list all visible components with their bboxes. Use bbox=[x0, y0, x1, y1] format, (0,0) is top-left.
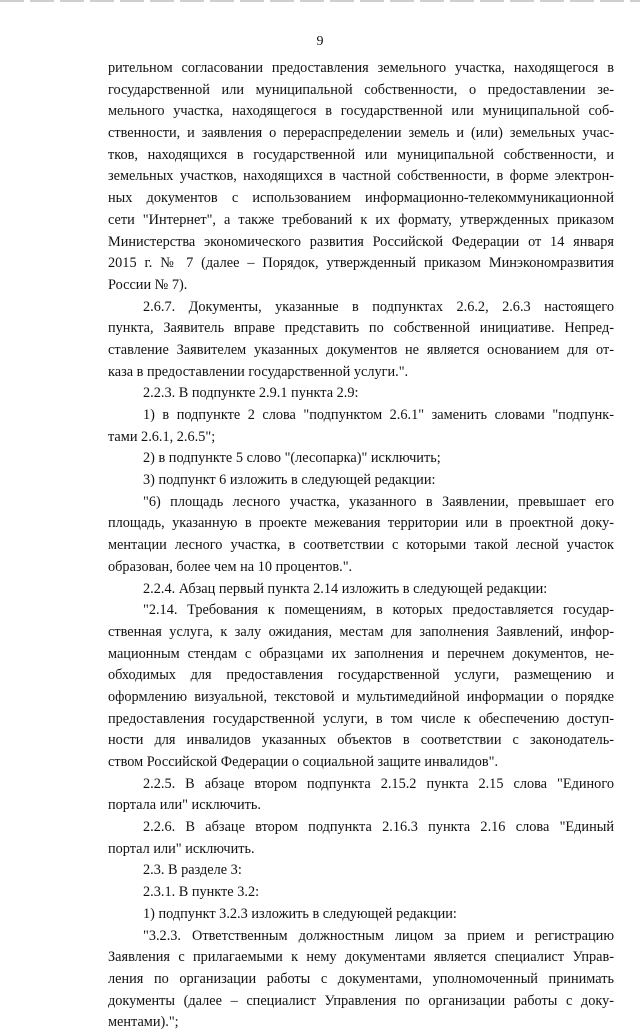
top-border bbox=[0, 0, 640, 2]
paragraph-first-line: 2.2.5. В абзаце втором подпункта 2.15.2 пункта 2.15 слова "Единого bbox=[143, 775, 614, 792]
paragraph-first-line: "3.2.3. Ответственным должностным лицом за прием и регистрацию bbox=[143, 927, 614, 944]
paragraph-first-line: 2.6.7. Документы, указанные в подпунктах 2.6.2, 2.6.3 настоящего bbox=[143, 298, 614, 315]
page-number: 9 bbox=[316, 34, 324, 49]
text-line: тков, находящихся в государственной или муниципальной собственности, и bbox=[108, 146, 614, 163]
paragraph-first-line: 3) подпункт 6 изложить в следующей редакции: bbox=[143, 472, 436, 489]
paragraph-first-line: "6) площадь лесного участка, указанного в Заявлении, превышает его bbox=[143, 493, 614, 510]
text-line: государственной или муниципальной собственности, о предоставлении зе- bbox=[108, 81, 614, 98]
text-line: Заявления с прилагаемыми к нему документами является специалист Управ- bbox=[108, 949, 614, 966]
text-line: ставление Заявителем указанных документов не является основанием для от- bbox=[108, 341, 614, 358]
text-line: ственная услуга, к залу ожидания, местам для заполнения Заявлений, инфор- bbox=[108, 623, 614, 640]
text-line: ментами)."; bbox=[108, 1014, 179, 1031]
text-line: земельных участков, находящихся в частной собственности, в форме электрон- bbox=[108, 168, 614, 185]
text-line: оформлению визуальной, текстовой и мультимедийной информации о порядке bbox=[108, 688, 614, 705]
text-line: документы (далее – специалист Управления по организации работы с доку- bbox=[108, 992, 614, 1009]
text-line: предоставления государственной услуги, в том числе к обеспечению доступ- bbox=[108, 710, 614, 727]
paragraph-first-line: 2.3. В разделе 3: bbox=[143, 862, 242, 879]
text-line: каза в предоставлении государственной услуги.". bbox=[108, 363, 409, 380]
text-line: ных документов с использованием информационно-телекоммуникационной bbox=[108, 190, 614, 207]
text-line: мельного участка, находящегося в государственной или муниципальной соб- bbox=[108, 103, 614, 120]
text-line: пункта, Заявитель вправе представить по собственной инициативе. Непред- bbox=[108, 320, 614, 337]
body-text bbox=[108, 58, 614, 1034]
text-line: портал или" исключить. bbox=[108, 840, 255, 857]
text-line: обходимых для предоставления государственной услуги, размещению и bbox=[108, 667, 614, 684]
text-line: ления по организации работы с документами, уполномоченный принимать bbox=[108, 970, 614, 987]
text-line: ности для инвалидов указанных объектов в соответствии с законодатель- bbox=[108, 732, 614, 749]
text-line: сети "Интернет", а также требований к их формату, утвержденных приказом bbox=[108, 211, 614, 228]
text-line: рительном согласовании предоставления земельного участка, находящегося в bbox=[108, 60, 614, 76]
text-line: 2015 г. № 7 (далее – Порядок, утвержденный приказом Минэкономразвития bbox=[108, 255, 614, 272]
paragraph-first-line: 2.3.1. В пункте 3.2: bbox=[143, 884, 260, 901]
text-line: ственности, и заявления о перераспределении земель и (или) земельных учас- bbox=[108, 125, 614, 142]
paragraph-first-line: 1) подпункт 3.2.3 изложить в следующей редакции: bbox=[143, 905, 457, 922]
text-line: площадь, указанную в проекте межевания территории или в проектной доку- bbox=[108, 515, 614, 532]
paragraph-first-line: 2) в подпункте 5 слово "(лесопарка)" исключить; bbox=[143, 450, 441, 467]
paragraph-first-line: 1) в подпункте 2 слова "подпунктом 2.6.1" заменить словами "подпунк- bbox=[143, 407, 614, 423]
text-line: образован, более чем на 10 процентов.". bbox=[108, 558, 353, 575]
text-line: Министерства экономического развития Российской Федерации от 14 января bbox=[108, 233, 614, 250]
paragraph-first-line: 2.2.4. Абзац первый пункта 2.14 изложить в следующей редакции: bbox=[143, 580, 548, 597]
text-line: ментации лесного участка, в соответствии с которыми такой лесной участок bbox=[108, 537, 614, 554]
paragraph-first-line: 2.2.6. В абзаце втором подпункта 2.16.3 пункта 2.16 слова "Единый bbox=[143, 819, 614, 836]
text-line: России № 7). bbox=[108, 276, 188, 293]
text-line: тами 2.6.1, 2.6.5"; bbox=[108, 428, 216, 445]
paragraph-first-line: 2.2.3. В подпункте 2.9.1 пункта 2.9: bbox=[143, 385, 359, 402]
paragraph-first-line: "2.14. Требования к помещениям, в которых предоставляется государ- bbox=[143, 602, 614, 619]
text-line: портала или" исключить. bbox=[108, 797, 261, 814]
text-line: мационным стендам с образцами их заполнения и перечнем документов, не- bbox=[108, 645, 614, 662]
text-line: ством Российской Федерации о социальной защите инвалидов". bbox=[108, 754, 499, 770]
